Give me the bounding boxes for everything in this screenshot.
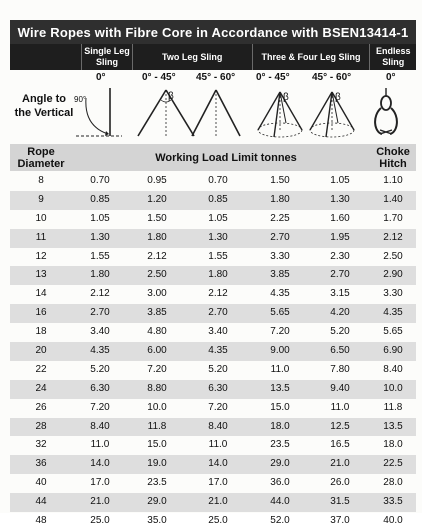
wll-cell: 2.70	[270, 231, 290, 243]
choke-hitch-cell: 6.90	[383, 345, 403, 357]
wll-cell: 13.5	[270, 382, 290, 394]
rope-diameter-cell: 18	[35, 326, 47, 338]
wll-cell: 14.0	[90, 458, 110, 470]
choke-hitch-cell: 1.70	[383, 212, 403, 224]
wll-cell: 6.50	[330, 345, 350, 357]
table-row	[10, 229, 416, 248]
wll-cell: 5.20	[208, 363, 228, 375]
choke-hitch-cell: 18.0	[383, 439, 403, 451]
table-title: Wire Ropes with Fibre Core in Accordance with BSEN13414-1	[10, 20, 416, 44]
choke-hitch-cell: 5.65	[383, 326, 403, 338]
table-row	[10, 455, 416, 474]
choke-hitch-header: Choke Hitch	[376, 145, 410, 170]
table-row	[10, 304, 416, 323]
choke-hitch-cell: 22.5	[383, 458, 403, 470]
wll-cell: 2.50	[147, 269, 167, 281]
wll-cell: 10.0	[147, 401, 167, 413]
wll-cell: 4.35	[270, 288, 290, 300]
choke-hitch-cell: 2.12	[383, 231, 403, 243]
rope-diameter-cell: 14	[35, 288, 47, 300]
ninety-degree-label: 90°	[74, 95, 87, 104]
wll-cell: 7.20	[270, 326, 290, 338]
wll-cell: 0.70	[208, 175, 228, 186]
wll-cell: 1.05	[90, 212, 110, 224]
choke-hitch-cell: 2.50	[383, 250, 403, 262]
wll-cell: 1.55	[90, 250, 110, 262]
wll-cell: 11.0	[208, 439, 228, 451]
endless-sling-diagram	[368, 86, 404, 142]
wll-cell: 4.80	[147, 326, 167, 338]
working-load-header: Working Load Limit tonnes	[155, 151, 297, 164]
angle-two-high: 45° - 60°	[196, 72, 236, 83]
wll-cell: 12.5	[330, 420, 350, 432]
table-row	[10, 266, 416, 285]
category-spacer	[10, 44, 81, 70]
rope-diameter-cell: 9	[38, 193, 44, 205]
wll-cell: 31.5	[330, 496, 350, 508]
rope-diameter-cell: 16	[35, 307, 47, 319]
wll-cell: 11.0	[90, 439, 110, 451]
rope-diameter-cell: 48	[35, 515, 47, 527]
wll-cell: 17.0	[90, 477, 110, 489]
wll-cell: 2.70	[330, 269, 350, 281]
wll-cell: 6.00	[147, 345, 167, 357]
rope-diameter-cell: 20	[35, 345, 47, 357]
table-row	[10, 210, 416, 229]
wll-cell: 1.05	[208, 212, 228, 224]
wll-cell: 3.40	[208, 326, 228, 338]
rope-diameter-cell: 12	[35, 250, 47, 262]
wll-cell: 0.85	[90, 193, 110, 205]
angle-to-vertical-label: Angle to the Vertical	[14, 93, 74, 119]
wll-cell: 1.95	[330, 231, 350, 243]
category-three-four-leg: Three & Four Leg Sling	[252, 44, 370, 70]
wll-cell: 9.40	[330, 382, 350, 394]
table-row	[10, 285, 416, 304]
wll-cell: 4.20	[330, 307, 350, 319]
table-row	[10, 342, 416, 361]
wll-cell: 5.20	[330, 326, 350, 338]
wll-cell: 35.0	[147, 515, 167, 527]
rope-diameter-cell: 24	[35, 382, 47, 394]
wll-cell: 14.0	[208, 458, 228, 470]
table-row	[10, 493, 416, 512]
rope-diameter-cell: 10	[35, 212, 47, 224]
choke-hitch-cell: 28.0	[383, 477, 403, 489]
wll-cell: 16.5	[330, 439, 350, 451]
wll-cell: 21.0	[330, 458, 350, 470]
wll-cell: 1.55	[208, 250, 228, 262]
wll-cell: 2.70	[90, 307, 110, 319]
wll-cell: 11.8	[147, 420, 167, 432]
wll-cell: 3.30	[270, 250, 290, 262]
wll-cell: 36.0	[270, 477, 290, 489]
wll-cell: 1.80	[147, 231, 167, 243]
wll-cell: 2.12	[90, 288, 110, 300]
wll-cell: 7.80	[330, 363, 350, 375]
wll-cell: 29.0	[270, 458, 290, 470]
wll-cell: 7.20	[90, 401, 110, 413]
wll-cell: 44.0	[270, 496, 290, 508]
wll-cell: 11.0	[330, 401, 350, 413]
table-row	[10, 380, 416, 399]
wll-cell: 6.30	[208, 382, 228, 394]
wll-cell: 0.95	[147, 175, 167, 186]
wll-cell: 3.85	[147, 307, 167, 319]
rope-diameter-cell: 11	[35, 231, 47, 243]
table-row	[10, 172, 416, 191]
wll-cell: 3.85	[270, 269, 290, 281]
beta-label: β	[168, 91, 174, 102]
choke-hitch-cell: 1.40	[383, 193, 403, 205]
two-leg-diagram	[132, 86, 252, 142]
choke-hitch-cell: 40.0	[383, 515, 403, 527]
column-header-row	[10, 144, 416, 171]
angle-three-low: 0° - 45°	[256, 72, 290, 83]
wll-cell: 2.70	[208, 307, 228, 319]
load-table-body	[10, 172, 416, 531]
wll-cell: 23.5	[270, 439, 290, 451]
choke-hitch-cell: 10.0	[383, 382, 403, 394]
beta-label-4leg: β	[335, 92, 341, 103]
wll-cell: 15.0	[147, 439, 167, 451]
wll-cell: 8.80	[147, 382, 167, 394]
choke-hitch-cell: 4.35	[383, 307, 403, 319]
table-row	[10, 323, 416, 342]
wll-cell: 1.30	[330, 193, 350, 205]
wll-cell: 1.30	[90, 231, 110, 243]
wll-cell: 25.0	[208, 515, 228, 527]
wll-cell: 1.05	[330, 175, 350, 186]
rope-diameter-cell: 36	[35, 458, 47, 470]
wll-cell: 0.85	[208, 193, 228, 205]
choke-hitch-cell: 2.90	[383, 269, 403, 281]
angle-endless: 0°	[386, 72, 396, 83]
wll-cell: 2.30	[330, 250, 350, 262]
wll-cell: 1.50	[147, 212, 167, 224]
table-row	[10, 436, 416, 455]
wll-cell: 17.0	[208, 477, 228, 489]
choke-hitch-cell: 8.40	[383, 363, 403, 375]
choke-hitch-cell: 11.8	[383, 401, 403, 413]
wll-cell: 1.80	[270, 193, 290, 205]
wll-cell: 3.40	[90, 326, 110, 338]
rope-diameter-cell: 44	[35, 496, 47, 508]
sling-category-row	[10, 44, 416, 70]
rope-diameter-cell: 26	[35, 401, 47, 413]
wll-cell: 1.20	[147, 193, 167, 205]
table-row	[10, 248, 416, 267]
wll-cell: 37.0	[330, 515, 350, 527]
wll-cell: 2.25	[270, 212, 290, 224]
wll-cell: 18.0	[270, 420, 290, 432]
wll-cell: 9.00	[270, 345, 290, 357]
wll-cell: 1.80	[90, 269, 110, 281]
wll-cell: 29.0	[147, 496, 167, 508]
wll-cell: 11.0	[270, 363, 290, 375]
rope-diameter-cell: 28	[35, 420, 47, 432]
wll-cell: 2.12	[208, 288, 228, 300]
angle-two-low: 0° - 45°	[142, 72, 176, 83]
rope-diameter-header: Rope Diameter	[17, 145, 65, 170]
wll-cell: 1.60	[330, 212, 350, 224]
wll-cell: 19.0	[147, 458, 167, 470]
category-endless: Endless Sling	[369, 44, 416, 70]
wll-cell: 4.35	[90, 345, 110, 357]
wll-cell: 4.35	[208, 345, 228, 357]
wll-cell: 25.0	[90, 515, 110, 527]
wll-cell: 2.12	[147, 250, 167, 262]
choke-hitch-cell: 33.5	[383, 496, 403, 508]
wll-cell: 7.20	[208, 401, 228, 413]
wll-cell: 3.15	[330, 288, 350, 300]
rope-diameter-cell: 32	[35, 439, 47, 451]
wll-cell: 1.80	[208, 269, 228, 281]
angle-single: 0°	[96, 72, 106, 83]
wll-cell: 52.0	[270, 515, 290, 527]
choke-hitch-cell: 3.30	[383, 288, 403, 300]
beta-label-3leg: β	[283, 92, 289, 103]
table-row	[10, 418, 416, 437]
choke-hitch-cell: 13.5	[383, 420, 403, 432]
table-row	[10, 361, 416, 380]
wll-cell: 0.70	[90, 175, 110, 186]
wll-cell: 26.0	[330, 477, 350, 489]
wll-cell: 21.0	[90, 496, 110, 508]
choke-hitch-cell: 1.10	[383, 175, 403, 186]
wll-cell: 8.40	[208, 420, 228, 432]
rope-diameter-cell: 40	[35, 477, 47, 489]
table-row	[10, 399, 416, 418]
wll-cell: 1.50	[270, 175, 290, 186]
angle-three-high: 45° - 60°	[312, 72, 352, 83]
three-four-leg-diagram	[250, 86, 362, 142]
category-two-leg: Two Leg Sling	[132, 44, 252, 70]
wll-cell: 6.30	[90, 382, 110, 394]
wll-cell: 21.0	[208, 496, 228, 508]
wll-cell: 3.00	[147, 288, 167, 300]
wll-cell: 8.40	[90, 420, 110, 432]
wll-cell: 1.30	[208, 231, 228, 243]
wll-cell: 23.5	[147, 477, 167, 489]
wll-cell: 5.20	[90, 363, 110, 375]
table-row	[10, 191, 416, 210]
wll-cell: 5.65	[270, 307, 290, 319]
angle-range-row	[10, 72, 416, 86]
wll-cell: 7.20	[147, 363, 167, 375]
rope-diameter-cell: 22	[35, 363, 47, 375]
rope-diameter-cell: 13	[35, 269, 47, 281]
table-row	[10, 512, 416, 531]
rope-diameter-cell: 8	[38, 175, 44, 186]
wll-cell: 15.0	[270, 401, 290, 413]
single-leg-diagram	[70, 86, 132, 142]
table-row	[10, 474, 416, 493]
category-single-leg: Single Leg Sling	[81, 44, 132, 70]
